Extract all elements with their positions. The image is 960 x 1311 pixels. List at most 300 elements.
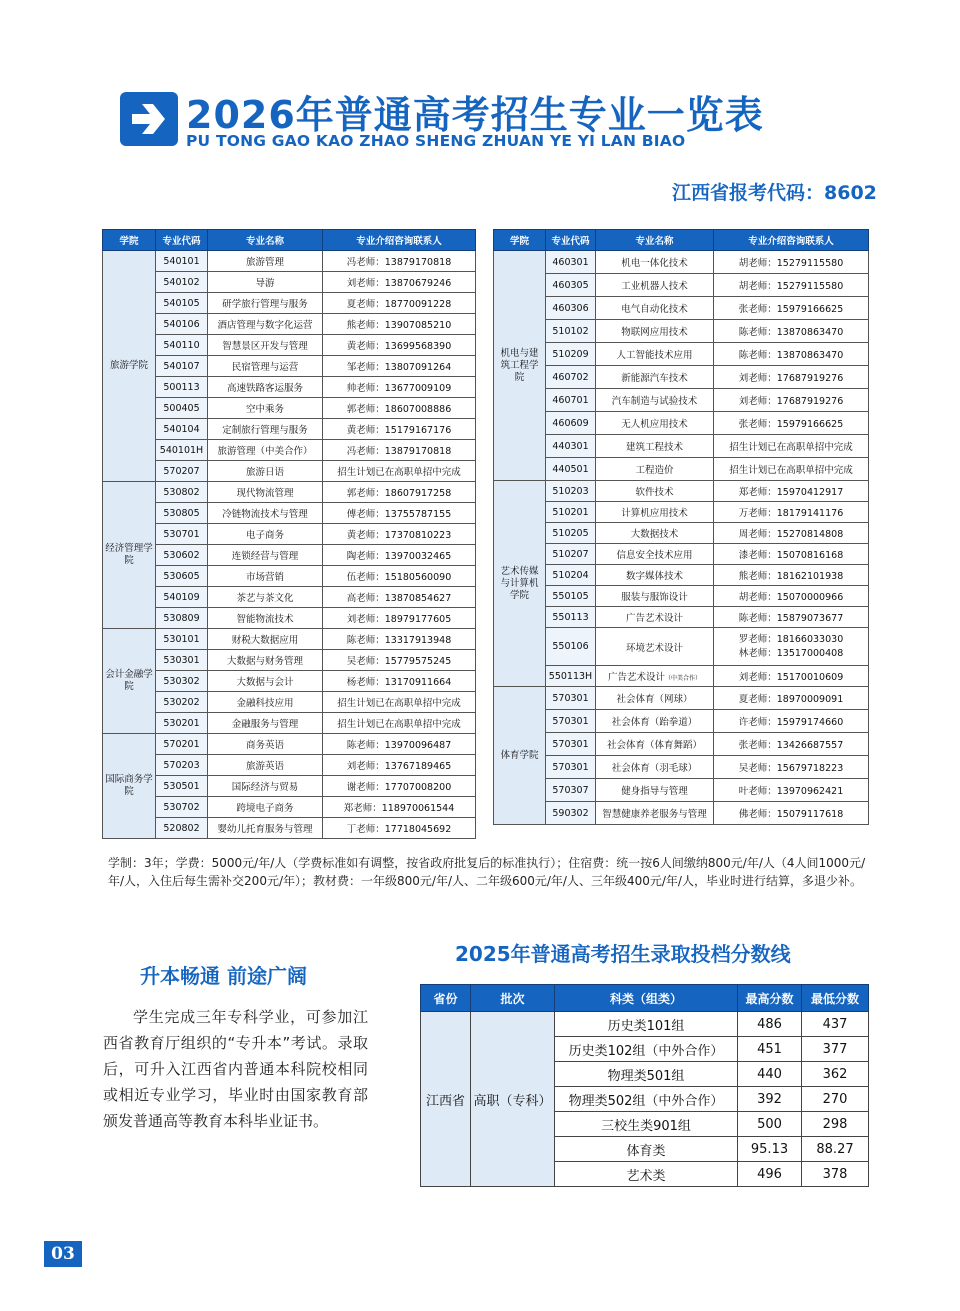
major-code: 550105 xyxy=(546,586,596,607)
major-code: 510102 xyxy=(546,320,596,343)
contact-line: 陈老师：13870863470 xyxy=(738,327,844,338)
major-name-text: 定制旅行管理与服务 xyxy=(222,425,308,436)
major-name-text: 数字媒体技术 xyxy=(625,571,683,582)
table-row xyxy=(103,818,476,839)
major-name xyxy=(208,629,323,650)
category-cell: 艺术类 xyxy=(555,1162,738,1187)
major-name xyxy=(596,297,714,320)
contact-line: 黄老师：13699568390 xyxy=(346,341,452,352)
contact-cell xyxy=(714,458,869,481)
major-name-text: 大数据技术 xyxy=(630,529,679,540)
major-name xyxy=(208,398,323,419)
table-row xyxy=(103,545,476,566)
contact-line: 刘老师：13870679246 xyxy=(346,278,452,289)
table-row xyxy=(103,755,476,776)
major-name xyxy=(596,565,714,586)
contact-cell xyxy=(714,435,869,458)
major-name-text: 智能物流技术 xyxy=(236,614,294,625)
major-code: 460305 xyxy=(546,274,596,297)
score-header-province: 省份 xyxy=(421,985,471,1012)
score-header-batch: 批次 xyxy=(471,985,555,1012)
contact-line: 吴老师：15679718223 xyxy=(738,763,844,774)
contact-cell xyxy=(323,650,476,671)
major-code: 550106 xyxy=(546,628,596,666)
major-name-text: 连锁经营与管理 xyxy=(231,551,299,562)
major-code: 540107 xyxy=(156,356,208,377)
major-name xyxy=(208,545,323,566)
max-score-cell: 392 xyxy=(738,1087,802,1112)
major-code: 570207 xyxy=(156,461,208,482)
table-row xyxy=(103,734,476,755)
contact-line: 张老师：15979166625 xyxy=(738,304,844,315)
table-row xyxy=(103,566,476,587)
major-code: 530702 xyxy=(156,797,208,818)
majors-table-right xyxy=(493,229,869,825)
majors-table-left xyxy=(102,229,476,839)
contact-line: 黄老师：17370810223 xyxy=(346,530,452,541)
contact-cell xyxy=(323,419,476,440)
contact-line: 黄老师：15179167176 xyxy=(346,425,452,436)
major-name-text: 旅游日语 xyxy=(245,467,284,478)
contact-cell xyxy=(714,756,869,779)
contact-cell xyxy=(323,776,476,797)
major-code: 540110 xyxy=(156,335,208,356)
contact-line: 许老师：15979174660 xyxy=(738,717,844,728)
major-code: 540102 xyxy=(156,272,208,293)
contact-cell xyxy=(714,274,869,297)
major-name xyxy=(208,461,323,482)
contact-cell xyxy=(714,779,869,802)
contact-line: 郑老师：118970061544 xyxy=(343,803,455,814)
table-row xyxy=(494,710,869,733)
major-name-text: 金融科技应用 xyxy=(236,698,294,709)
contact-line: 招生计划已在高职单招中完成 xyxy=(337,698,461,709)
major-code: 530301 xyxy=(156,650,208,671)
col-header-major: 专业名称 xyxy=(208,230,323,251)
table-row xyxy=(494,366,869,389)
table-row xyxy=(103,692,476,713)
promo-text: 学生完成三年专科学业，可参加江西省教育厅组织的“专升本”考试。录取后，可升入江西省内普通本科院校相同或相近专业学习，毕业时由国家教育部颁发普通高等教育本科毕业证书。 xyxy=(103,1008,368,1130)
contact-line: 招生计划已在高职单招中完成 xyxy=(337,467,461,478)
table-row xyxy=(494,586,869,607)
major-name xyxy=(596,274,714,297)
col-header-dept: 学院 xyxy=(494,230,546,251)
table-row xyxy=(103,440,476,461)
contact-cell xyxy=(323,566,476,587)
col-header-code: 专业代码 xyxy=(546,230,596,251)
major-name-text: 财税大数据应用 xyxy=(231,635,299,646)
major-name xyxy=(208,293,323,314)
major-code: 460701 xyxy=(546,389,596,412)
contact-cell xyxy=(323,755,476,776)
major-code: 530101 xyxy=(156,629,208,650)
contact-cell xyxy=(323,713,476,734)
major-name-text: 服装与服饰设计 xyxy=(621,592,688,603)
major-name-text: 计算机应用技术 xyxy=(621,508,688,519)
table-row xyxy=(103,482,476,503)
major-name-text: 冷链物流技术与管理 xyxy=(222,509,308,520)
major-name xyxy=(208,356,323,377)
contact-cell xyxy=(714,523,869,544)
major-code: 520802 xyxy=(156,818,208,839)
major-code: 550113 xyxy=(546,607,596,628)
table-row xyxy=(494,389,869,412)
major-code: 530501 xyxy=(156,776,208,797)
major-name xyxy=(208,650,323,671)
major-code: 510205 xyxy=(546,523,596,544)
major-code: 440301 xyxy=(546,435,596,458)
max-score-cell: 440 xyxy=(738,1062,802,1087)
major-name-text: 软件技术 xyxy=(635,487,674,498)
major-name-text: 广告艺术设计 xyxy=(607,672,665,683)
contact-line: 佛老师：15079117618 xyxy=(738,809,844,820)
table-row xyxy=(103,776,476,797)
major-code: 460702 xyxy=(546,366,596,389)
major-name xyxy=(208,713,323,734)
table-row xyxy=(494,565,869,586)
major-code: 590302 xyxy=(546,802,596,825)
category-cell: 物理类502组（中外合作） xyxy=(555,1087,738,1112)
major-name xyxy=(596,628,714,666)
max-score-cell: 500 xyxy=(738,1112,802,1137)
major-code: 540101 xyxy=(156,251,208,272)
major-name-text: 健身指导与管理 xyxy=(621,786,688,797)
major-code: 460306 xyxy=(546,297,596,320)
major-code: 510209 xyxy=(546,343,596,366)
contact-cell xyxy=(714,251,869,274)
major-name xyxy=(208,818,323,839)
major-name-text: 酒店管理与数字化运营 xyxy=(217,320,313,331)
contact-cell xyxy=(714,502,869,523)
contact-line: 熊老师：13907085210 xyxy=(346,320,452,331)
major-name-text: 婴幼儿托育服务与管理 xyxy=(217,824,313,835)
contact-cell xyxy=(714,687,869,710)
table-row xyxy=(103,314,476,335)
major-name-text: 旅游管理（中美合作） xyxy=(217,446,313,457)
table-row xyxy=(103,272,476,293)
major-name xyxy=(596,251,714,274)
contact-cell xyxy=(323,629,476,650)
contact-cell xyxy=(714,565,869,586)
min-score-cell: 88.27 xyxy=(802,1137,869,1162)
contact-line: 刘老师：18979177605 xyxy=(346,614,452,625)
contact-line: 胡老师：15279115580 xyxy=(738,281,844,292)
major-code: 510204 xyxy=(546,565,596,586)
min-score-cell: 437 xyxy=(802,1012,869,1037)
major-name xyxy=(596,733,714,756)
contact-cell xyxy=(323,545,476,566)
contact-line: 吴老师：15779575245 xyxy=(346,656,452,667)
category-cell: 体育类 xyxy=(555,1137,738,1162)
table-row xyxy=(103,335,476,356)
contact-cell xyxy=(714,481,869,502)
major-name xyxy=(208,755,323,776)
contact-cell xyxy=(323,356,476,377)
fee-note: 学制：3年；学费：5000元/年/人（学费标准如有调整，按省政府批复后的标准执行）；住宿费：统一按6人间缴纳800元/年/人（4人间1000元/年/人，入住后每生需补交200元/年）；教材费：一年级800元/年/人、二年级600元/年/人、三年级400元/年/人，毕业时进行结算，多退少补。 xyxy=(108,856,866,888)
table-row xyxy=(103,503,476,524)
major-name-text: 研学旅行管理与服务 xyxy=(222,299,308,310)
major-name xyxy=(208,566,323,587)
contact-line: 胡老师：15279115580 xyxy=(738,258,844,269)
max-score-cell: 486 xyxy=(738,1012,802,1037)
table-row xyxy=(103,713,476,734)
contact-line: 夏老师：18770091228 xyxy=(346,299,452,310)
table-row xyxy=(494,412,869,435)
major-code: 540105 xyxy=(156,293,208,314)
contact-line: 刘老师：13767189465 xyxy=(346,761,452,772)
min-score-cell: 377 xyxy=(802,1037,869,1062)
contact-line: 张老师：13426687557 xyxy=(738,740,844,751)
table-row xyxy=(103,524,476,545)
contact-line: 林老师：13517000408 xyxy=(738,647,844,659)
major-code: 460301 xyxy=(546,251,596,274)
page-number: 03 xyxy=(44,1241,82,1267)
major-code: 540101H xyxy=(156,440,208,461)
contact-cell xyxy=(714,412,869,435)
contact-line: 熊老师：18162101938 xyxy=(738,571,844,582)
score-header-min: 最低分数 xyxy=(802,985,869,1012)
table-row xyxy=(494,666,869,687)
major-name xyxy=(208,587,323,608)
right-arrow-icon xyxy=(120,92,178,146)
contact-line: 夏老师：18970009091 xyxy=(738,694,844,705)
major-name xyxy=(208,272,323,293)
contact-cell xyxy=(714,343,869,366)
table-row xyxy=(103,356,476,377)
contact-cell xyxy=(714,366,869,389)
table-row xyxy=(494,544,869,565)
category-cell: 历史类102组（中外合作） xyxy=(555,1037,738,1062)
major-code: 540109 xyxy=(156,587,208,608)
major-name xyxy=(596,502,714,523)
table-row xyxy=(494,523,869,544)
major-name-text: 汽车制造与试验技术 xyxy=(611,396,698,407)
major-name-text: 智慧健康养老服务与管理 xyxy=(602,809,707,820)
major-name-text: 导游 xyxy=(255,278,275,289)
contact-cell xyxy=(714,320,869,343)
major-code: 500113 xyxy=(156,377,208,398)
table-row xyxy=(103,461,476,482)
major-name xyxy=(596,779,714,802)
major-code: 530605 xyxy=(156,566,208,587)
contact-line: 周老师：15270814808 xyxy=(738,529,844,540)
major-name-text: 无人机应用技术 xyxy=(621,419,688,430)
contact-line: 刘老师：17687919276 xyxy=(738,396,844,407)
batch-cell: 高职（专科） xyxy=(471,1012,555,1187)
major-code: 570301 xyxy=(546,733,596,756)
contact-line: 杨老师：13170911664 xyxy=(346,677,452,688)
contact-cell xyxy=(714,628,869,666)
major-name xyxy=(208,608,323,629)
major-code: 440501 xyxy=(546,458,596,481)
table-row xyxy=(494,297,869,320)
contact-cell xyxy=(714,666,869,687)
major-name-text: 商务英语 xyxy=(245,740,284,751)
contact-cell xyxy=(714,544,869,565)
major-name-text: 环境艺术设计 xyxy=(625,642,683,654)
contact-cell xyxy=(714,389,869,412)
max-score-cell: 95.13 xyxy=(738,1137,802,1162)
contact-line: 陈老师：13317913948 xyxy=(346,635,452,646)
major-name-text: 人工智能技术应用 xyxy=(616,350,693,361)
contact-cell xyxy=(323,608,476,629)
contact-cell xyxy=(323,398,476,419)
table-row xyxy=(494,458,869,481)
contact-cell xyxy=(714,586,869,607)
contact-line: 罗老师：18166033030 xyxy=(738,633,844,645)
major-name xyxy=(596,320,714,343)
contact-line: 高老师：13870854627 xyxy=(346,593,452,604)
page-title: 2026年普通高考招生专业一览表 xyxy=(186,93,764,137)
col-header-contact: 专业介绍咨询联系人 xyxy=(714,230,869,251)
category-cell: 历史类101组 xyxy=(555,1012,738,1037)
major-name xyxy=(596,389,714,412)
dept-cell: 体育学院 xyxy=(494,687,546,825)
score-header-max: 最高分数 xyxy=(738,985,802,1012)
table-row xyxy=(494,733,869,756)
dept-cell: 国际商务学院 xyxy=(103,734,156,839)
major-name-text: 建筑工程技术 xyxy=(625,442,683,453)
major-name xyxy=(208,314,323,335)
major-name xyxy=(208,440,323,461)
major-name-text: 国际经济与贸易 xyxy=(231,782,299,793)
major-name-text: 高速铁路客运服务 xyxy=(226,383,303,394)
major-code: 570301 xyxy=(546,756,596,779)
contact-cell xyxy=(714,710,869,733)
contact-line: 丁老师：17718045692 xyxy=(346,824,452,835)
major-code: 500405 xyxy=(156,398,208,419)
table-row xyxy=(494,756,869,779)
major-name-text: 旅游英语 xyxy=(245,761,284,772)
major-name-text: 金融服务与管理 xyxy=(231,719,299,730)
col-header-major: 专业名称 xyxy=(596,230,714,251)
major-name xyxy=(596,481,714,502)
score-table xyxy=(420,984,869,1187)
major-code: 530201 xyxy=(156,713,208,734)
major-name-text: 大数据与财务管理 xyxy=(226,656,303,667)
dept-cell: 旅游学院 xyxy=(103,251,156,482)
contact-line: 陈老师：15879073677 xyxy=(738,613,844,624)
contact-line: 招生计划已在高职单招中完成 xyxy=(729,442,853,453)
major-code: 460609 xyxy=(546,412,596,435)
major-name xyxy=(596,687,714,710)
major-name xyxy=(596,802,714,825)
major-code: 510203 xyxy=(546,481,596,502)
contact-cell xyxy=(323,377,476,398)
contact-cell xyxy=(323,524,476,545)
major-name xyxy=(596,544,714,565)
contact-line: 陶老师：13970032465 xyxy=(346,551,452,562)
contact-cell xyxy=(323,482,476,503)
min-score-cell: 362 xyxy=(802,1062,869,1087)
min-score-cell: 270 xyxy=(802,1087,869,1112)
major-code: 570307 xyxy=(546,779,596,802)
exam-code: 江西省报考代码：8602 xyxy=(672,182,877,204)
contact-cell xyxy=(714,297,869,320)
contact-line: 帅老师：13677009109 xyxy=(346,383,452,394)
major-name-text: 物联网应用技术 xyxy=(621,327,688,338)
contact-line: 万老师：18179141176 xyxy=(738,508,844,519)
major-name-text: 电子商务 xyxy=(245,530,284,541)
table-row xyxy=(103,797,476,818)
major-code: 510201 xyxy=(546,502,596,523)
major-code: 540104 xyxy=(156,419,208,440)
major-name-text: 跨境电子商务 xyxy=(236,803,294,814)
contact-line: 邹老师：13807091264 xyxy=(346,362,452,373)
contact-line: 刘老师：15170010609 xyxy=(738,672,844,683)
major-name-note: （中美合作） xyxy=(665,675,702,682)
contact-line: 郭老师：18607008886 xyxy=(346,404,452,415)
major-code: 510207 xyxy=(546,544,596,565)
table-row xyxy=(494,481,869,502)
contact-cell xyxy=(323,818,476,839)
contact-cell xyxy=(714,607,869,628)
promo-title: 升本畅通 前途广阔 xyxy=(140,964,307,988)
contact-line: 冯老师：13879170818 xyxy=(346,446,452,457)
dept-cell: 会计金融学院 xyxy=(103,629,156,734)
major-code: 530805 xyxy=(156,503,208,524)
major-code: 530802 xyxy=(156,482,208,503)
contact-cell xyxy=(323,461,476,482)
major-name xyxy=(596,366,714,389)
major-name xyxy=(208,482,323,503)
contact-cell xyxy=(323,503,476,524)
major-code: 530302 xyxy=(156,671,208,692)
contact-cell xyxy=(323,335,476,356)
major-name-text: 现代物流管理 xyxy=(236,488,294,499)
col-header-dept: 学院 xyxy=(103,230,156,251)
major-name-text: 电气自动化技术 xyxy=(621,304,688,315)
contact-line: 郭老师：18607917258 xyxy=(346,488,452,499)
category-cell: 三校生类901组 xyxy=(555,1112,738,1137)
max-score-cell: 451 xyxy=(738,1037,802,1062)
contact-line: 谢老师：17707008200 xyxy=(346,782,452,793)
major-code: 540106 xyxy=(156,314,208,335)
contact-line: 胡老师：15070000966 xyxy=(738,592,844,603)
major-name-text: 民宿管理与运营 xyxy=(231,362,299,373)
table-row xyxy=(494,502,869,523)
contact-line: 陈老师：13870863470 xyxy=(738,350,844,361)
contact-line: 叶老师：13970962421 xyxy=(738,786,844,797)
table-row xyxy=(494,802,869,825)
major-name-text: 新能源汽车技术 xyxy=(621,373,688,384)
major-name-text: 社会体育（羽毛球） xyxy=(611,763,698,774)
table-row xyxy=(494,779,869,802)
major-name-text: 广告艺术设计 xyxy=(625,613,683,624)
contact-line: 招生计划已在高职单招中完成 xyxy=(729,465,853,476)
major-name xyxy=(208,524,323,545)
contact-cell xyxy=(714,802,869,825)
min-score-cell: 298 xyxy=(802,1112,869,1137)
major-code: 570203 xyxy=(156,755,208,776)
major-name xyxy=(596,666,714,687)
major-name-text: 社会体育（跆拳道） xyxy=(611,717,698,728)
major-name xyxy=(596,710,714,733)
major-code: 570301 xyxy=(546,687,596,710)
major-name xyxy=(208,797,323,818)
contact-line: 冯老师：13879170818 xyxy=(346,257,452,268)
contact-cell xyxy=(323,251,476,272)
min-score-cell: 378 xyxy=(802,1162,869,1187)
major-name-text: 旅游管理 xyxy=(245,257,284,268)
major-name xyxy=(596,607,714,628)
contact-cell xyxy=(323,293,476,314)
major-name xyxy=(596,523,714,544)
table-row xyxy=(494,274,869,297)
major-name-text: 大数据与会计 xyxy=(236,677,294,688)
major-name xyxy=(596,435,714,458)
contact-cell xyxy=(323,734,476,755)
